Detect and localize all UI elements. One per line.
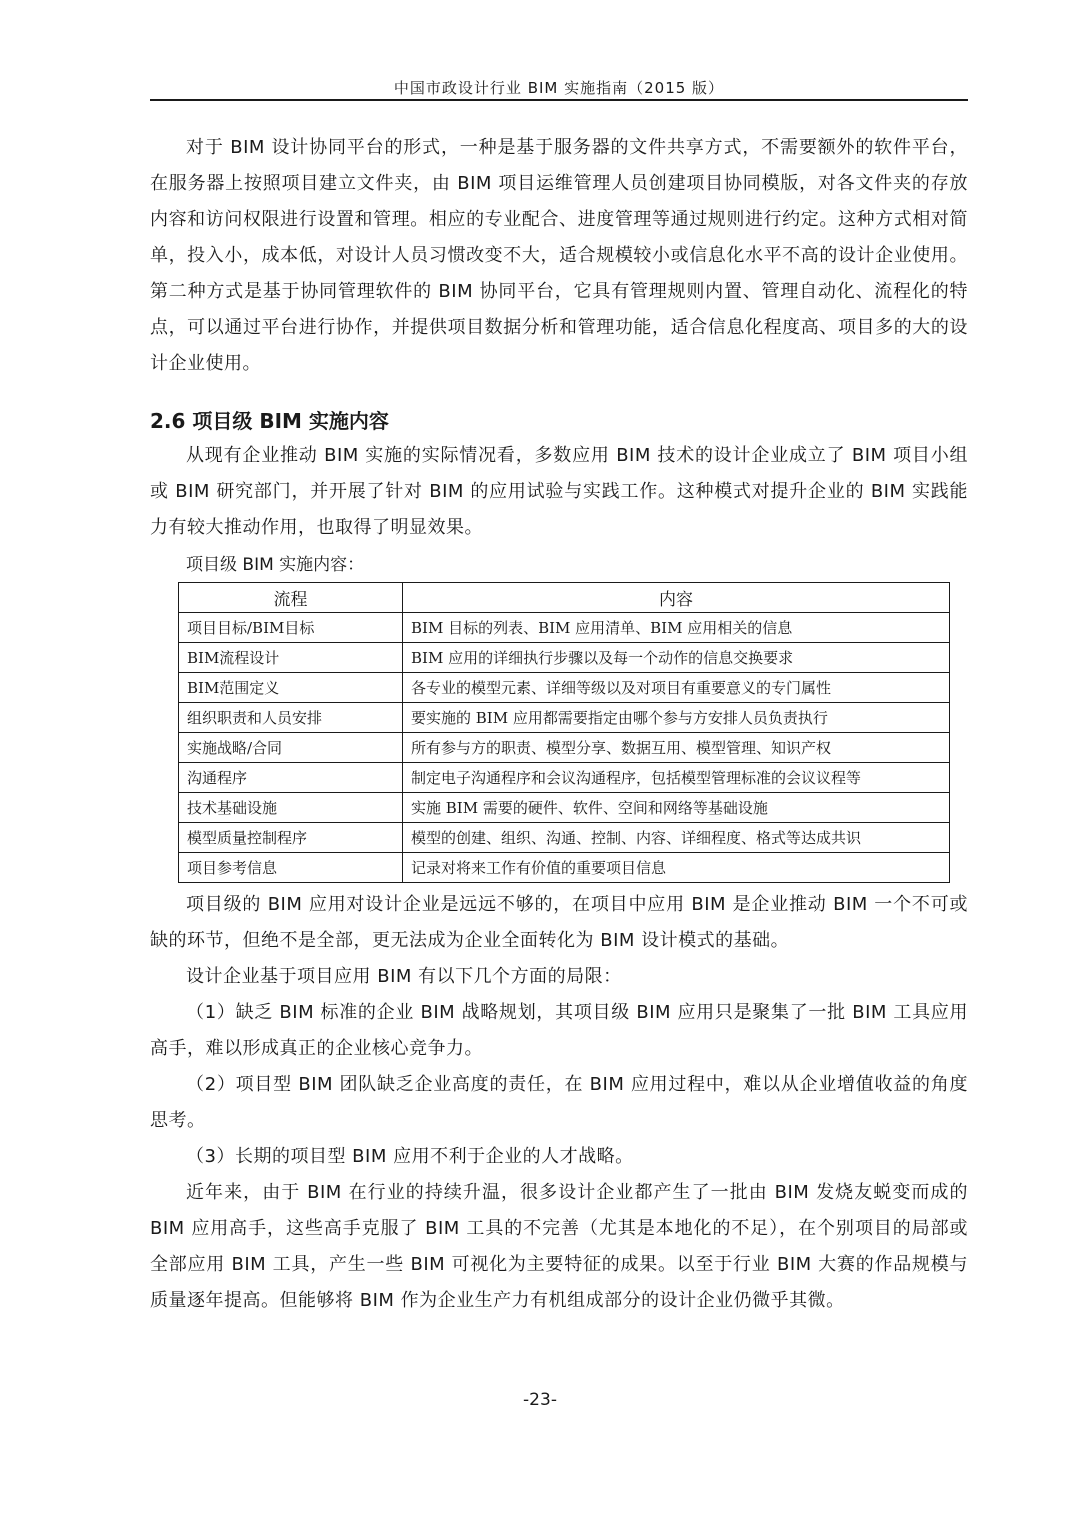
page-header-title: 中国市政设计行业 BIM 实施指南（2015 版） [393, 79, 725, 97]
paragraph: 从现有企业推动 BIM 实施的实际情况看，多数应用 BIM 技术的设计企业成立了 BIM 项目小组或 BIM 研究部门，并开展了针对 BIM 的应用试验与实践工作。这种模式对提升企业的 BIM 实践能力有较大推动作用，也取得了明显效果。 [150, 445, 968, 538]
table-cell-content: 制定电子沟通程序和会议沟通程序，包括模型管理标准的会议议程等 [403, 763, 950, 793]
table-cell-content: 要实施的 BIM 应用都需要指定由哪个参与方安排人员负责执行 [403, 703, 950, 733]
list-item: （1）缺乏 BIM 标准的企业 BIM 战略规划，其项目级 BIM 应用只是聚集了一批 BIM 工具应用高手，难以形成真正的企业核心竞争力。 [150, 1002, 968, 1059]
list-item: （3）长期的项目型 BIM 应用不利于企业的人才战略。 [186, 1146, 634, 1167]
page-number: -23- [523, 1390, 557, 1410]
table-cell-process: BIM流程设计 [179, 643, 403, 673]
table-row [179, 763, 950, 793]
table-cell-process: 项目参考信息 [179, 853, 403, 883]
table-cell-process: 技术基础设施 [179, 793, 403, 823]
table-cell-content: 各专业的模型元素、详细等级以及对项目有重要意义的专门属性 [403, 673, 950, 703]
table-row [179, 703, 950, 733]
table-header-content: 内容 [403, 583, 950, 613]
table-row [179, 643, 950, 673]
page-content [150, 130, 968, 1319]
table-cell-process: 模型质量控制程序 [179, 823, 403, 853]
table-cell-process: 沟通程序 [179, 763, 403, 793]
paragraph: 项目级的 BIM 应用对设计企业是远远不够的，在项目中应用 BIM 是企业推动 BIM 一个不可或缺的环节，但绝不是全部，更无法成为企业全面转化为 BIM 设计模式的基础。 [150, 894, 968, 951]
table-row [179, 823, 950, 853]
table-cell-content: 模型的创建、组织、沟通、控制、内容、详细程度、格式等达成共识 [403, 823, 950, 853]
header-divider [150, 99, 968, 101]
table-row [179, 733, 950, 763]
table-header-process: 流程 [179, 583, 403, 613]
table-cell-process: 组织职责和人员安排 [179, 703, 403, 733]
section-heading: 2.6 项目级 BIM 实施内容 [150, 409, 389, 433]
table-cell-process: BIM范围定义 [179, 673, 403, 703]
list-item: （2）项目型 BIM 团队缺乏企业高度的责任，在 BIM 应用过程中，难以从企业增值收益的角度思考。 [150, 1074, 968, 1131]
paragraph: 近年来，由于 BIM 在行业的持续升温，很多设计企业都产生了一批由 BIM 发烧友蜕变而成的 BIM 应用高手，这些高手克服了 BIM 工具的不完善（尤其是本地化的不足），在个别项目的局部或全部应用 BIM 工具，产生一些 BIM 可视化为主要特征的成果。以至于行业 BIM 大赛的作品规模与质量逐年提高。但能够将 BIM 作为企业生产力有机组成部分的设计企业仍微乎其微。 [150, 1182, 968, 1311]
table-cell-content: 所有参与方的职责、模型分享、数据互用、模型管理、知识产权 [403, 733, 950, 763]
table-cell-process: 实施战略/合同 [179, 733, 403, 763]
table-cell-content: 记录对将来工作有价值的重要项目信息 [403, 853, 950, 883]
paragraph: 对于 BIM 设计协同平台的形式，一种是基于服务器的文件共享方式，不需要额外的软件平台，在服务器上按照项目建立文件夹，由 BIM 项目运维管理人员创建项目协同模版，对各文件夹的存放内容和访问权限进行设置和管理。相应的专业配合、进度管理等通过规则进行约定。这种方式相对简单，投入小，成本低，对设计人员习惯改变不大，适合规模较小或信息化水平不高的设计企业使用。第二种方式是基于协同管理软件的 BIM 协同平台，它具有管理规则内置、管理自动化、流程化的特点，可以通过平台进行协作，并提供项目数据分析和管理功能，适合信息化程度高、项目多的大的设计企业使用。 [150, 137, 968, 374]
table-header-row [179, 583, 950, 613]
table-cell-content: 实施 BIM 需要的硬件、软件、空间和网络等基础设施 [403, 793, 950, 823]
table-caption: 项目级 BIM 实施内容： [186, 555, 365, 575]
body-after-table [150, 887, 968, 1319]
implementation-table [178, 582, 950, 883]
table-cell-content: BIM 应用的详细执行步骤以及每一个动作的信息交换要求 [403, 643, 950, 673]
table-cell-process: 项目目标/BIM目标 [179, 613, 403, 643]
table-cell-content: BIM 目标的列表、BIM 应用清单、BIM 应用相关的信息 [403, 613, 950, 643]
table-row [179, 793, 950, 823]
table-row [179, 673, 950, 703]
paragraph: 设计企业基于项目应用 BIM 有以下几个方面的局限： [186, 966, 622, 987]
table-row [179, 613, 950, 643]
table-row [179, 853, 950, 883]
